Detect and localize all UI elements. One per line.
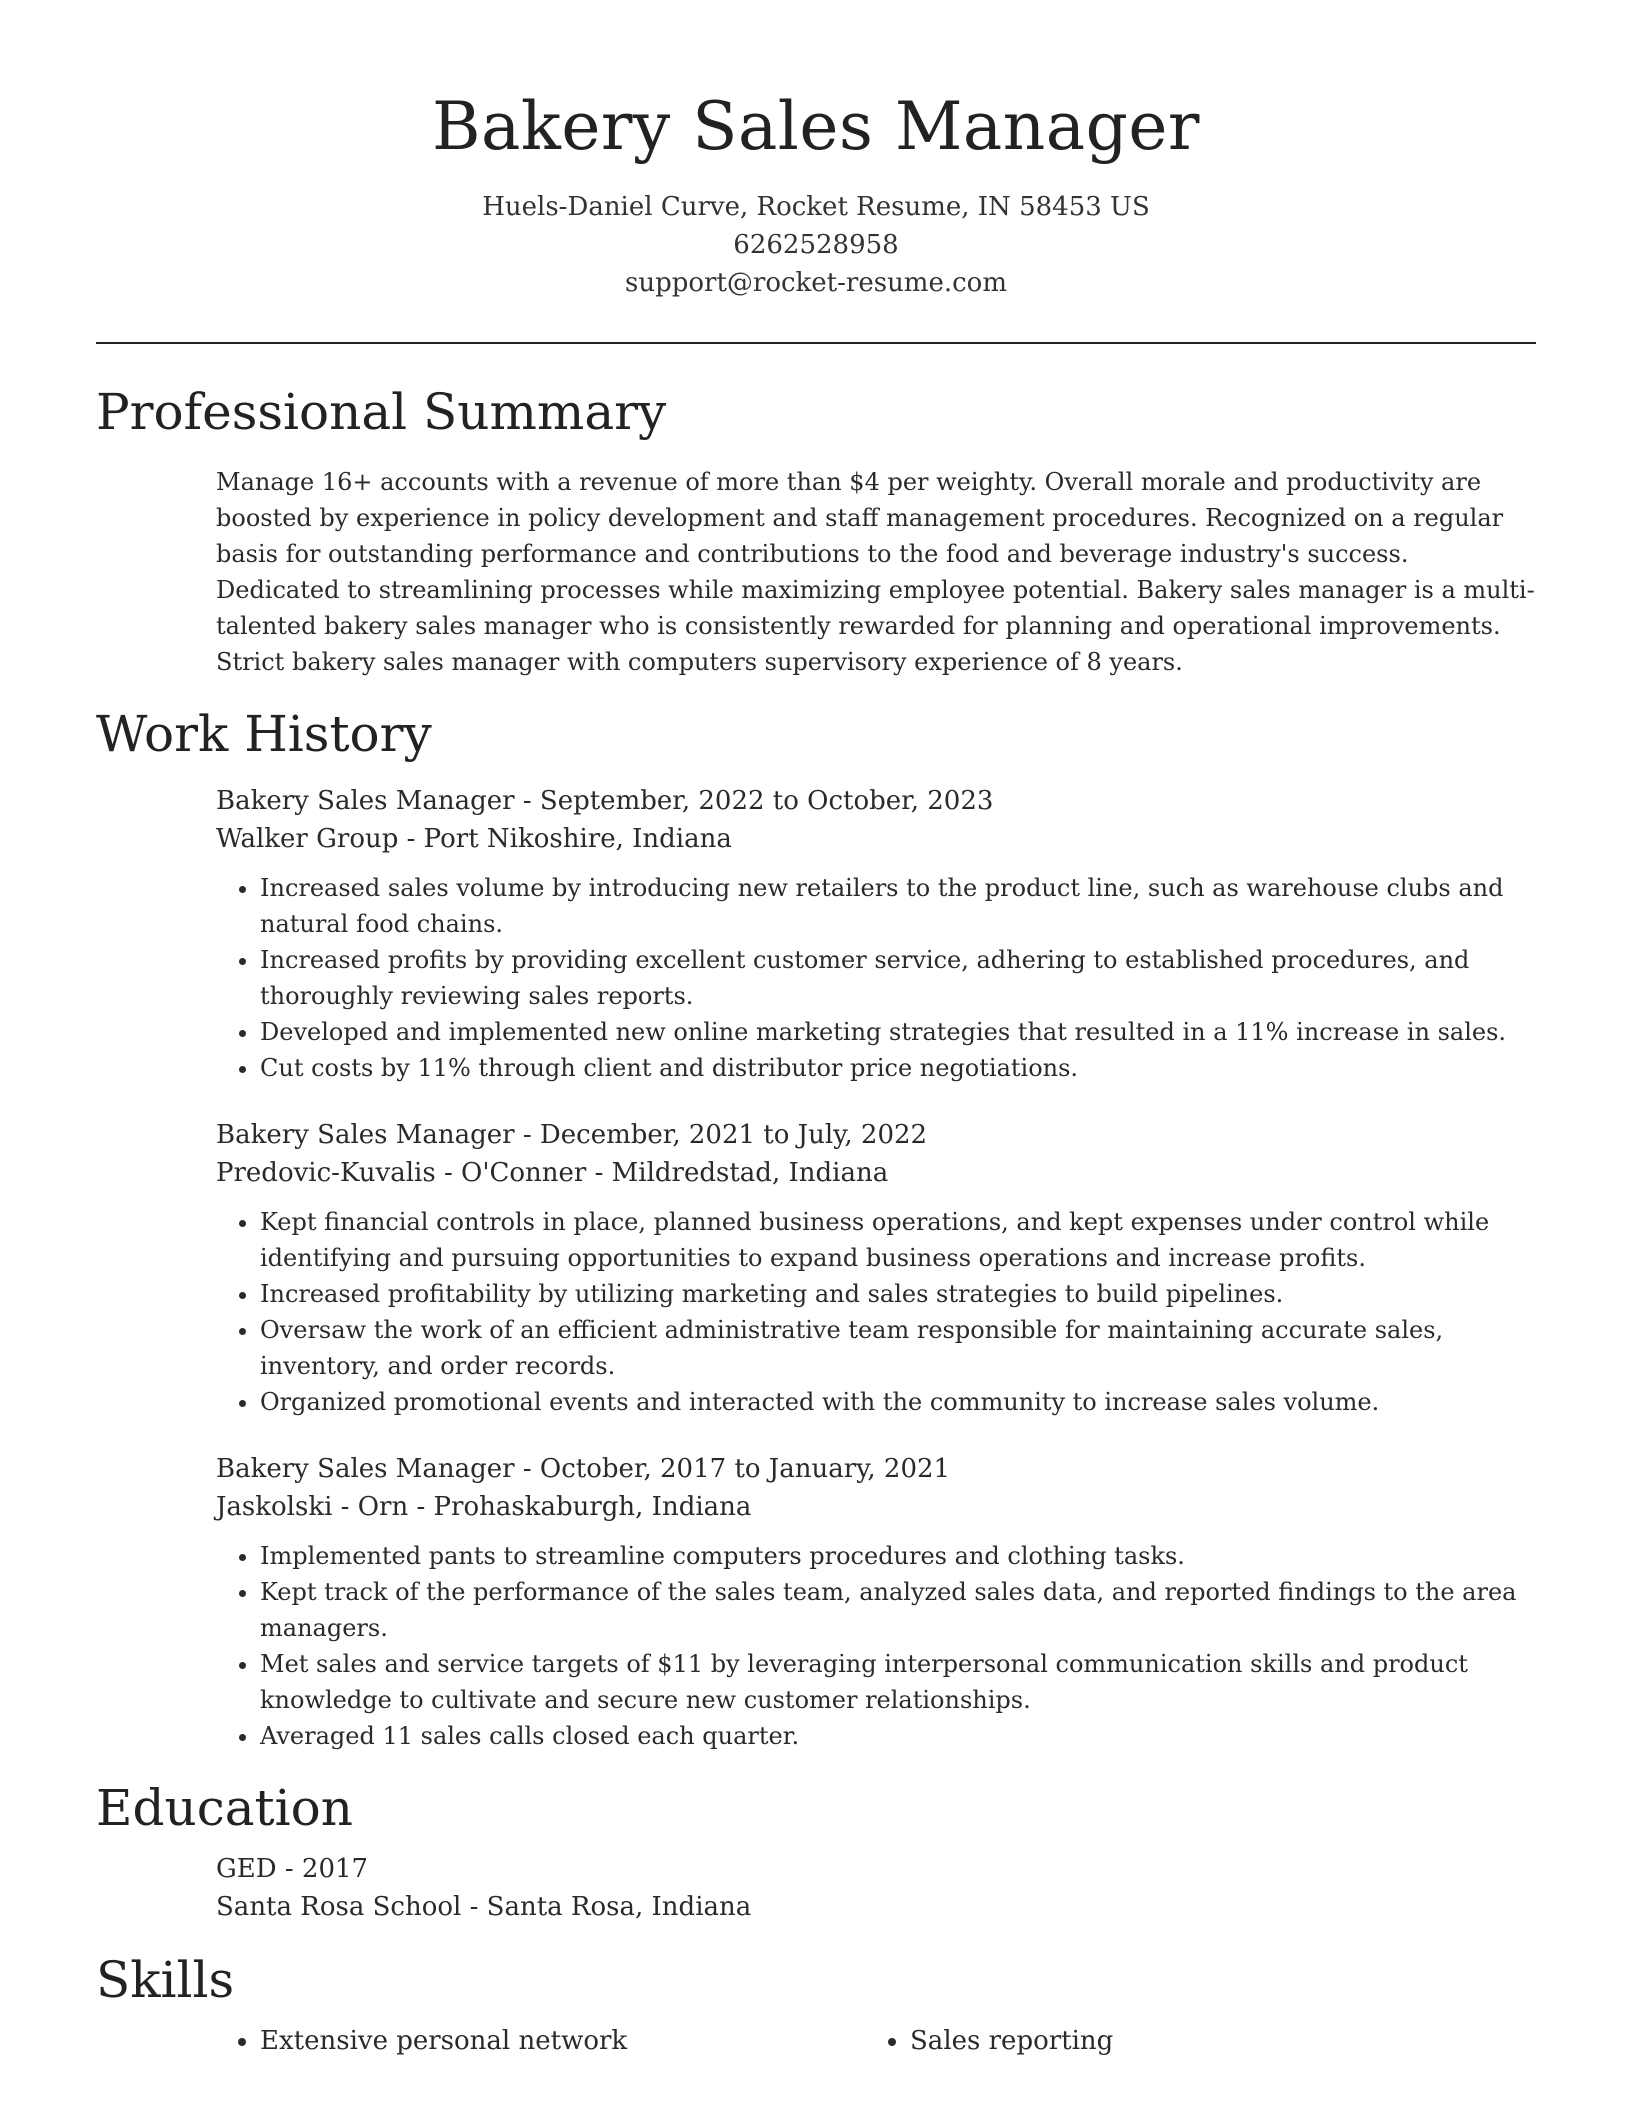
job-entry	[216, 1116, 1536, 1420]
job-company-line: Jaskolski - Orn - Prohaskaburgh, Indiana	[216, 1492, 752, 1522]
school-line: Santa Rosa School - Santa Rosa, Indiana	[216, 1892, 752, 1922]
job-role-line: Bakery Sales Manager - October, 2017 to January, 2021	[216, 1454, 951, 1484]
job-bullet: • Oversaw the work of an efficient administrative team responsible for maintaining accurate sales, inventory, and order records.	[260, 1312, 1536, 1384]
job-bullet: • Kept track of the performance of the sales team, analyzed sales data, and reported findings to the area managers.	[260, 1574, 1536, 1646]
job-role-line: Bakery Sales Manager - December, 2021 to July, 2022	[216, 1120, 928, 1150]
job-bullet: • Increased sales volume by introducing new retailers to the product line, such as warehouse clubs and natural food chains.	[260, 870, 1536, 942]
phone-line: 6262528958	[733, 230, 899, 260]
skills-column-right	[866, 2022, 1516, 2060]
summary-text: Manage 16+ accounts with a revenue of more than $4 per weighty. Overall morale and productivity are boosted by experience in policy development and staff management procedures. Recognized on a regular basis for outstanding performance and contributions to the food and beverage industry's success. Dedicated to streamlining processes while maximizing employee potential. Bakery sales manager is a multi-talented bakery sales manager who is consistently rewarded for planning and operational improvements. Strict bakery sales manager with computers supervisory experience of 8 years.	[216, 468, 1535, 676]
job-entry	[216, 1450, 1536, 1754]
summary-heading: Professional Summary	[96, 383, 667, 441]
job-bullet-list	[216, 870, 1536, 1086]
job-bullet: • Cut costs by 11% through client and distributor price negotiations.	[260, 1050, 1536, 1086]
education-entry	[216, 1850, 1536, 1926]
skill-item: • Sales reporting	[910, 2022, 1516, 2060]
job-bullet: • Averaged 11 sales calls closed each quarter.	[260, 1718, 1536, 1754]
education-heading: Education	[96, 1779, 353, 1837]
job-bullet: • Developed and implemented new online marketing strategies that resulted in a 11% increase in sales.	[260, 1014, 1536, 1050]
job-bullet-list	[216, 1538, 1536, 1754]
job-bullet-list	[216, 1204, 1536, 1420]
job-company-line: Walker Group - Port Nikoshire, Indiana	[216, 824, 732, 854]
job-bullet: • Implemented pants to streamline computers procedures and clothing tasks.	[260, 1538, 1536, 1574]
job-bullet: • Increased profitability by utilizing marketing and sales strategies to build pipelines.	[260, 1276, 1536, 1312]
header-divider	[96, 342, 1536, 344]
job-company-line: Predovic-Kuvalis - O'Conner - Mildredstad, Indiana	[216, 1158, 889, 1188]
address-line: Huels-Daniel Curve, Rocket Resume, IN 58453 US	[482, 192, 1150, 222]
skill-item: • Extensive personal network	[260, 2022, 866, 2060]
job-bullet: • Met sales and service targets of $11 by leveraging interpersonal communication skills and product knowledge to cultivate and secure new customer relationships.	[260, 1646, 1536, 1718]
job-entry	[216, 782, 1536, 1086]
degree-line: GED - 2017	[216, 1854, 369, 1884]
skills-grid	[216, 2022, 1536, 2060]
work-history-heading: Work History	[96, 705, 432, 763]
job-bullet: • Organized promotional events and interacted with the community to increase sales volume.	[260, 1384, 1536, 1420]
job-bullet: • Kept financial controls in place, planned business operations, and kept expenses under control while identifying and pursuing opportunities to expand business operations and increase profits.	[260, 1204, 1536, 1276]
skills-heading: Skills	[96, 1951, 235, 2009]
job-bullet: • Increased profits by providing excellent customer service, adhering to established procedures, and thoroughly reviewing sales reports.	[260, 942, 1536, 1014]
candidate-name: Bakery Sales Manager	[432, 88, 1200, 165]
job-role-line: Bakery Sales Manager - September, 2022 to October, 2023	[216, 786, 994, 816]
resume-page	[96, 0, 1536, 2060]
contact-block	[96, 188, 1536, 302]
email-line: support@rocket-resume.com	[624, 268, 1007, 298]
resume-header	[96, 0, 1536, 302]
skills-column-left	[216, 2022, 866, 2060]
